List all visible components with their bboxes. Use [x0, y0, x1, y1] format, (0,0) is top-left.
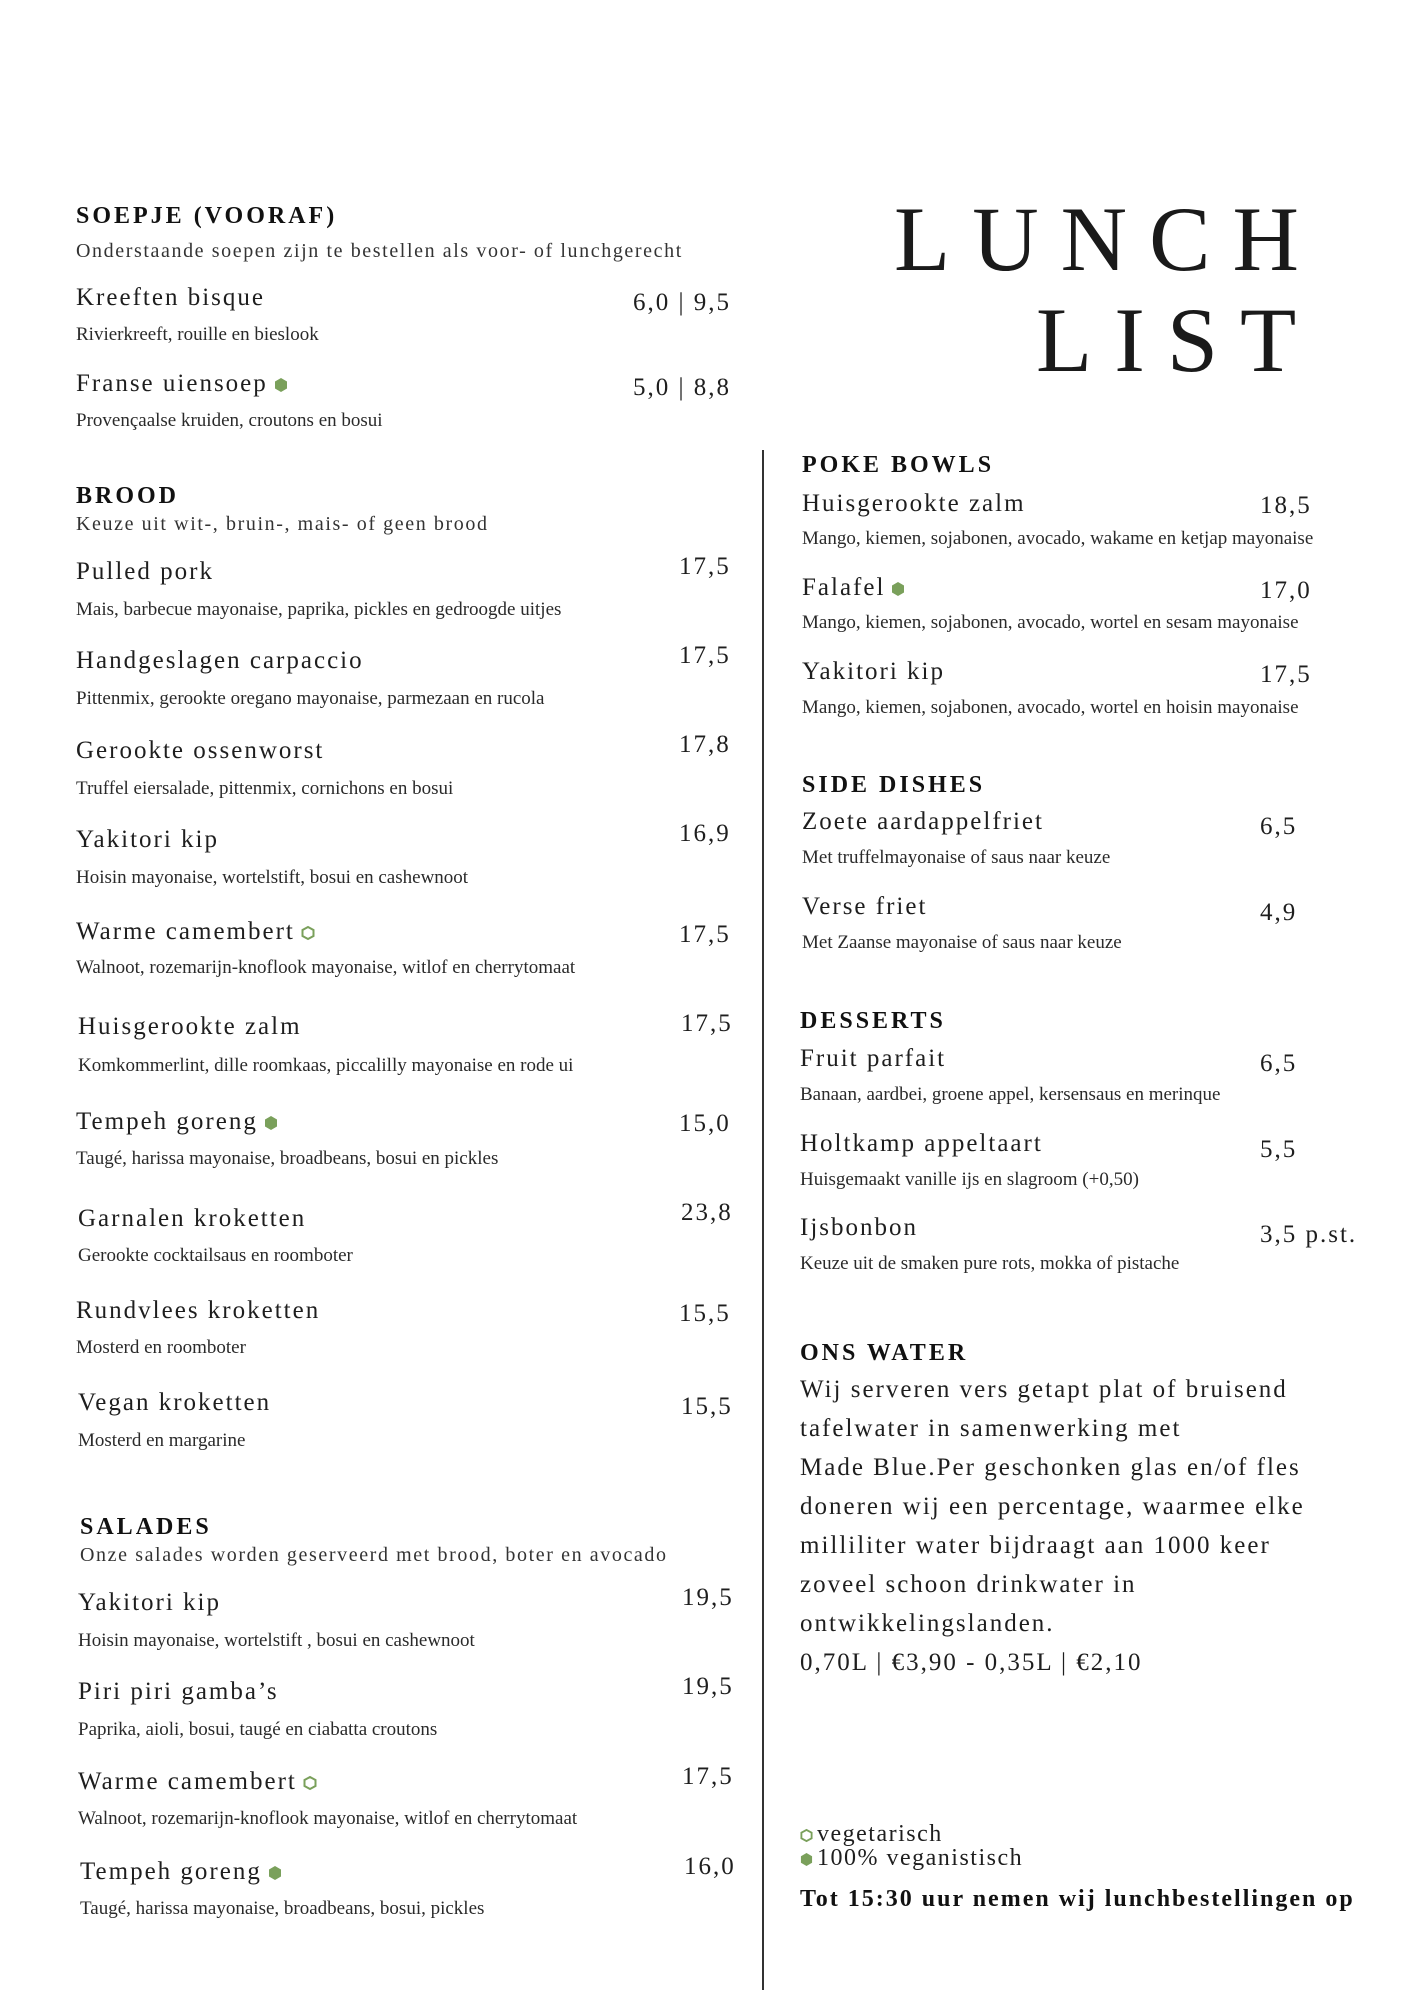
menu-item-name: Zoete aardappelfriet: [802, 808, 1044, 835]
water-line: ontwikkelingslanden.: [800, 1610, 1055, 1637]
vegan-hexagon-icon: [268, 1865, 282, 1881]
menu-item-price: 17,5: [682, 1763, 734, 1790]
section-heading-brood: BROOD: [76, 483, 180, 509]
menu-item-desc: Met Zaanse mayonaise of saus naar keuze: [802, 932, 1122, 953]
menu-item-name: Yakitori kip: [76, 826, 220, 853]
menu-item-desc: Mango, kiemen, sojabonen, avocado, wortel en sesam mayonaise: [802, 612, 1299, 633]
water-line: doneren wij een percentage, waarmee elke: [800, 1493, 1305, 1520]
section-subtitle-salades: Onze salades worden geserveerd met brood, boter en avocado: [80, 1544, 668, 1566]
menu-item-desc: Keuze uit de smaken pure rots, mokka of pistache: [800, 1253, 1180, 1274]
vegan-hexagon-icon: [800, 1852, 813, 1867]
menu-item-name: Ijsbonbon: [800, 1214, 918, 1241]
vegan-hexagon-icon: [891, 581, 905, 597]
water-line: tafelwater in samenwerking met: [800, 1415, 1182, 1442]
menu-item-price: 15,0: [679, 1110, 731, 1137]
menu-item-desc: Pittenmix, gerookte oregano mayonaise, parmezaan en rucola: [76, 688, 545, 709]
menu-item-name: Holtkamp appeltaart: [800, 1130, 1043, 1157]
menu-item-price: 5,5: [1260, 1136, 1298, 1163]
water-line: zoveel schoon drinkwater in: [800, 1571, 1137, 1598]
title-line-2: LIST: [1036, 289, 1319, 391]
menu-item-price: 18,5: [1260, 492, 1312, 519]
lunch-order-cutoff-note: Tot 15:30 uur nemen wij lunchbestellingen op: [800, 1886, 1355, 1912]
menu-item-desc: Met truffelmayonaise of saus naar keuze: [802, 847, 1111, 868]
menu-item-name: Fruit parfait: [800, 1045, 947, 1072]
vegan-hexagon-icon: [264, 1115, 278, 1131]
menu-item-desc: Truffel eiersalade, pittenmix, cornichons en bosui: [76, 778, 454, 799]
menu-item-price: 5,0 | 8,8: [633, 374, 732, 401]
vegetarian-hexagon-icon: [303, 1775, 317, 1791]
menu-item-name: Pulled pork: [76, 558, 214, 585]
menu-item-name: Rundvlees kroketten: [76, 1297, 321, 1324]
column-divider: [762, 450, 764, 1990]
menu-item-desc: Hoisin mayonaise, wortelstift, bosui en cashewnoot: [76, 867, 469, 888]
menu-item-name: Huisgerookte zalm: [802, 490, 1026, 517]
menu-item-desc: Mosterd en roomboter: [76, 1337, 246, 1358]
menu-item-desc: Banaan, aardbei, groene appel, kersensaus en merinque: [800, 1084, 1221, 1105]
menu-item-name: Handgeslagen carpaccio: [76, 647, 364, 674]
menu-item-price: 17,5: [1260, 661, 1312, 688]
section-heading-soup: SOEPJE (VOORAF): [76, 203, 338, 229]
menu-item-name: Huisgerookte zalm: [78, 1013, 302, 1040]
section-heading-sides: SIDE DISHES: [802, 772, 986, 798]
menu-item-price: 19,5: [682, 1584, 734, 1611]
menu-item-price: 6,5: [1260, 813, 1298, 840]
water-line: Made Blue.Per geschonken glas en/of fles: [800, 1454, 1301, 1481]
menu-item-price: 17,5: [679, 921, 731, 948]
menu-item-price: 15,5: [681, 1393, 733, 1420]
menu-item-desc: Mais, barbecue mayonaise, paprika, pickles en gedroogde uitjes: [76, 599, 562, 620]
water-price-line: 0,70L | €3,90 - 0,35L | €2,10: [800, 1649, 1143, 1676]
menu-item-name: Piri piri gamba’s: [78, 1678, 279, 1705]
menu-item-name: Warme camembert: [78, 1768, 317, 1796]
menu-item-desc: Huisgemaakt vanille ijs en slagroom (+0,50): [800, 1169, 1139, 1190]
menu-item-price: 6,0 | 9,5: [633, 289, 732, 316]
menu-item-name: Tempeh goreng: [76, 1108, 278, 1136]
legend-vegetarian: vegetarisch: [800, 1822, 943, 1846]
menu-item-desc: Mosterd en margarine: [78, 1430, 246, 1451]
menu-item-price: 17,0: [1260, 577, 1312, 604]
menu-item-name: Verse friet: [802, 893, 928, 920]
menu-item-price: 17,5: [679, 553, 731, 580]
menu-item-desc: Walnoot, rozemarijn-knoflook mayonaise, witlof en cherrytomaat: [76, 957, 576, 978]
section-subtitle-brood: Keuze uit wit-, bruin-, mais- of geen brood: [76, 513, 489, 535]
vegan-hexagon-icon: [274, 377, 288, 393]
vegetarian-hexagon-icon: [800, 1828, 813, 1843]
menu-item-name: Vegan kroketten: [78, 1389, 272, 1416]
section-subtitle-soup: Onderstaande soepen zijn te bestellen als voor- of lunchgerecht: [76, 240, 683, 262]
section-heading-salades: SALADES: [80, 1514, 212, 1540]
section-heading-poke: POKE BOWLS: [802, 452, 995, 478]
menu-item-name: Gerookte ossenworst: [76, 737, 325, 764]
menu-item-desc: Provençaalse kruiden, croutons en bosui: [76, 410, 383, 431]
menu-item-price: 16,9: [679, 820, 731, 847]
menu-item-price: 17,5: [681, 1010, 733, 1037]
menu-item-price: 4,9: [1260, 899, 1298, 926]
menu-item-desc: Mango, kiemen, sojabonen, avocado, wakame en ketjap mayonaise: [802, 528, 1314, 549]
water-line: milliliter water bijdraagt aan 1000 keer: [800, 1532, 1271, 1559]
menu-item-price: 3,5 p.st.: [1260, 1221, 1358, 1248]
menu-item-price: 17,8: [679, 731, 731, 758]
menu-item-price: 15,5: [679, 1300, 731, 1327]
water-line: Wij serveren vers getapt plat of bruisend: [800, 1376, 1288, 1403]
menu-item-price: 23,8: [681, 1199, 733, 1226]
section-heading-desserts: DESSERTS: [800, 1008, 946, 1034]
menu-item-price: 19,5: [682, 1673, 734, 1700]
menu-item-name: Falafel: [802, 574, 905, 602]
menu-item-name: Tempeh goreng: [80, 1858, 282, 1886]
menu-item-desc: Hoisin mayonaise, wortelstift , bosui en cashewnoot: [78, 1630, 475, 1651]
menu-item-desc: Taugé, harissa mayonaise, broadbeans, bosui en pickles: [76, 1148, 499, 1169]
menu-item-name: Warme camembert: [76, 918, 315, 946]
menu-item-price: 16,0: [684, 1853, 736, 1880]
menu-item-desc: Taugé, harissa mayonaise, broadbeans, bosui, pickles: [80, 1898, 485, 1919]
vegetarian-hexagon-icon: [301, 925, 315, 941]
water-text: [800, 1370, 1360, 1682]
menu-item-price: 6,5: [1260, 1050, 1298, 1077]
legend-vegan: 100% veganistisch: [800, 1846, 1023, 1870]
menu-item-price: 17,5: [679, 642, 731, 669]
menu-item-name: Yakitori kip: [802, 658, 946, 685]
title-line-1: LUNCH: [894, 188, 1321, 290]
menu-item-name: Yakitori kip: [78, 1589, 222, 1616]
menu-item-name: Garnalen kroketten: [78, 1205, 307, 1232]
menu-item-name: Franse uiensoep: [76, 370, 288, 398]
menu-item-desc: Komkommerlint, dille roomkaas, piccalilly mayonaise en rode ui: [78, 1055, 574, 1076]
menu-item-desc: Paprika, aioli, bosui, taugé en ciabatta croutons: [78, 1719, 438, 1740]
menu-item-desc: Gerookte cocktailsaus en roomboter: [78, 1245, 353, 1266]
menu-item-desc: Mango, kiemen, sojabonen, avocado, wortel en hoisin mayonaise: [802, 697, 1299, 718]
section-heading-water: ONS WATER: [800, 1340, 969, 1366]
menu-item-desc: Walnoot, rozemarijn-knoflook mayonaise, witlof en cherrytomaat: [78, 1808, 578, 1829]
menu-item-name: Kreeften bisque: [76, 284, 265, 311]
menu-item-desc: Rivierkreeft, rouille en bieslook: [76, 324, 319, 345]
